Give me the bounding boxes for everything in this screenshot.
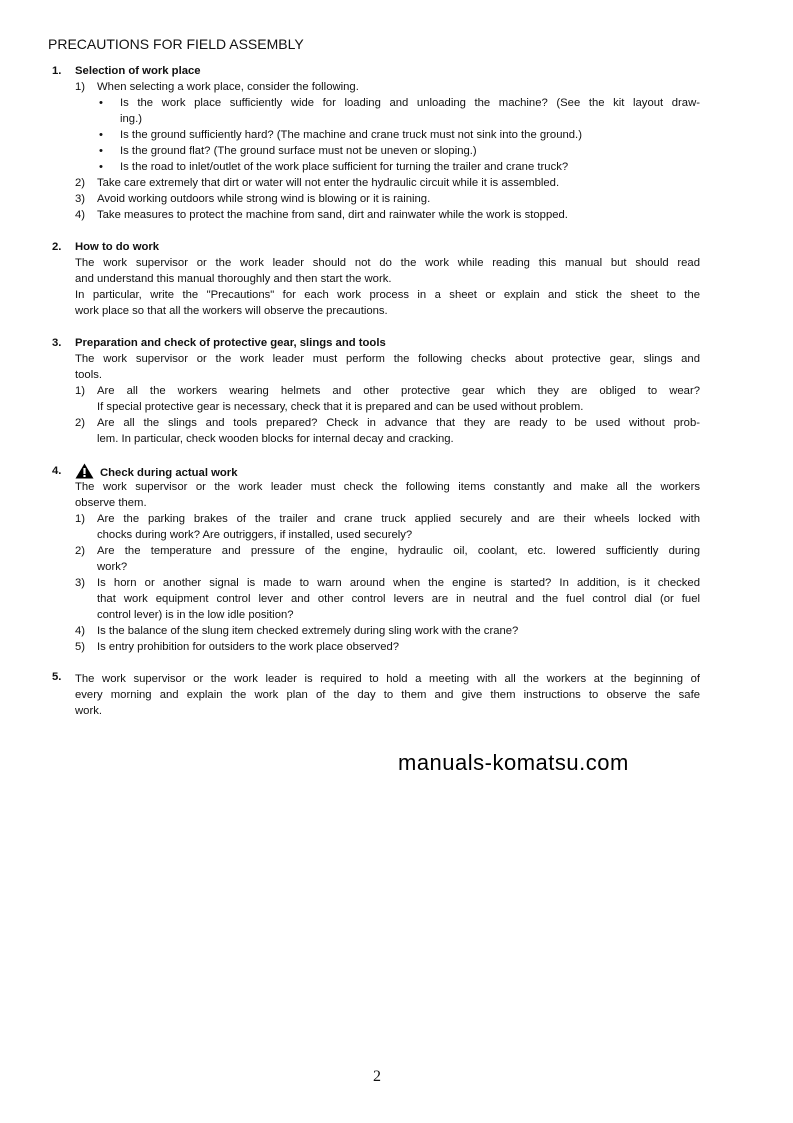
bullet-item [97, 143, 700, 159]
section-2 [52, 239, 700, 319]
bullet-text [120, 143, 700, 159]
bullet-icon: • [99, 97, 103, 109]
text-line: work. [75, 705, 102, 717]
text-line: ing.) [120, 113, 142, 125]
text-line: chocks during work? Are outriggers, if installed, used securely? [97, 529, 413, 541]
text-line: Are all the workers wearing helmets and other protective gear which they are obliged to wear? [97, 385, 700, 397]
item-number: 2) [75, 177, 86, 189]
text-line: observe them. [75, 497, 147, 509]
section-number: 4. [52, 465, 62, 477]
document-body [52, 63, 700, 735]
paragraph [52, 671, 700, 719]
item-number: 1) [75, 81, 86, 93]
item-text [97, 79, 700, 95]
list-item [75, 79, 700, 175]
section-4 [52, 463, 700, 655]
section-number: 2. [52, 241, 62, 253]
text-line: that work equipment control lever and other control levers are in neutral and the fuel control dial (or fuel [97, 593, 700, 605]
paragraph [52, 479, 700, 511]
item-text [97, 543, 700, 575]
text-line: Is the ground sufficiently hard? (The machine and crane truck must not sink into the ground.) [120, 129, 582, 141]
item-number: 4) [75, 625, 86, 637]
paragraph-text [75, 255, 700, 287]
section-number: 1. [52, 65, 62, 77]
text-line: Take measures to protect the machine from sand, dirt and rainwater while the work is stopped. [97, 209, 568, 221]
item-number: 3) [75, 193, 86, 205]
text-line: and understand this manual thoroughly and then start the work. [75, 273, 392, 285]
section-title: Preparation and check of protective gear, slings and tools [75, 337, 386, 349]
list-item [75, 415, 700, 447]
section-heading [52, 335, 700, 351]
list-item [75, 543, 700, 575]
text-line: Are all the slings and tools prepared? Check in advance that they are ready to be used without prob- [97, 417, 700, 429]
section-title: Check during actual work [100, 467, 238, 479]
bullet-item [97, 159, 700, 175]
section-title: Selection of work place [75, 65, 201, 77]
text-line: The work supervisor or the work leader should not do the work while reading this manual but should read [75, 257, 700, 269]
paragraph-text [75, 351, 700, 383]
item-number: 2) [75, 545, 86, 557]
item-text [97, 175, 700, 191]
section-title: How to do work [75, 241, 160, 253]
item-text [97, 575, 700, 623]
text-line: The work supervisor or the work leader is required to hold a meeting with all the workers at the beginning of [75, 673, 700, 685]
item-number: 1) [75, 385, 86, 397]
item-text [97, 623, 700, 639]
paragraph [52, 255, 700, 287]
text-line: Is horn or another signal is made to warn around when the engine is started? In addition, is it checked [97, 577, 700, 589]
text-line: The work supervisor or the work leader must check the following items constantly and make all the workers [75, 481, 700, 493]
section-heading [52, 63, 700, 79]
text-line: Is entry prohibition for outsiders to the work place observed? [97, 641, 400, 653]
text-line: Are the parking brakes of the trailer and crane truck applied securely and are their wheels locked with [97, 513, 700, 525]
list-item [75, 623, 700, 639]
text-line: work? [97, 561, 128, 573]
text-line: In particular, write the "Precautions" for each work process in a sheet or explain and stick the sheet to the [75, 289, 700, 301]
list-item [75, 575, 700, 623]
list-item [75, 511, 700, 543]
section-heading-text [75, 335, 700, 351]
item-text [97, 207, 700, 223]
bullet-icon: • [99, 129, 103, 141]
text-line: Is the ground flat? (The ground surface must not be uneven or sloping.) [120, 145, 477, 157]
item-text [97, 639, 700, 655]
paragraph [52, 287, 700, 319]
paragraph-text [75, 287, 700, 319]
section-heading [52, 463, 700, 479]
item-text [97, 383, 700, 415]
text-line: When selecting a work place, consider the following. [97, 81, 359, 93]
section-1 [52, 63, 700, 223]
text-line: lem. In particular, check wooden blocks for internal decay and cracking. [97, 433, 454, 445]
bullet-icon: • [99, 161, 103, 173]
paragraph-text [75, 479, 700, 511]
item-number: 2) [75, 417, 86, 429]
section-heading [52, 239, 700, 255]
list-item [75, 175, 700, 191]
text-line: Is the balance of the slung item checked extremely during sling work with the crane? [97, 625, 519, 637]
page-title: PRECAUTIONS FOR FIELD ASSEMBLY [48, 36, 304, 52]
bullet-text [120, 127, 700, 143]
section-5 [52, 671, 700, 719]
page-number: 2 [373, 1068, 381, 1085]
section-heading-text [75, 239, 700, 255]
text-line: work place so that all the workers will observe the precautions. [75, 305, 388, 317]
bullet-item [97, 127, 700, 143]
text-line: Is the road to inlet/outlet of the work place sufficient for turning the trailer and crane truck? [120, 161, 569, 173]
text-line: If special protective gear is necessary, check that it is prepared and can be used without problem. [97, 401, 584, 413]
item-number: 1) [75, 513, 86, 525]
bullet-icon: • [99, 145, 103, 157]
list-item [75, 207, 700, 223]
list-item [75, 383, 700, 415]
item-number: 3) [75, 577, 86, 589]
watermark: manuals-komatsu.com [398, 750, 629, 775]
section-3 [52, 335, 700, 447]
item-text [97, 415, 700, 447]
text-line: control lever) is in the low idle position? [97, 609, 294, 621]
paragraph-text [75, 671, 700, 719]
bullet-text [120, 159, 700, 175]
item-text [97, 511, 700, 543]
text-line: every morning and explain the work plan of the day to them and give them instructions to observe the safe [75, 689, 700, 701]
bullet-item [97, 95, 700, 127]
list-item [75, 639, 700, 655]
bullet-text [120, 95, 700, 127]
item-number: 4) [75, 209, 86, 221]
section-number: 5. [52, 671, 62, 683]
paragraph [52, 351, 700, 383]
text-line: Avoid working outdoors while strong wind is blowing or it is raining. [97, 193, 431, 205]
item-number: 5) [75, 641, 86, 653]
text-line: Are the temperature and pressure of the engine, hydraulic oil, coolant, etc. lowered sufficiently during [97, 545, 700, 557]
text-line: Take care extremely that dirt or water will not enter the hydraulic circuit while it is assembled. [97, 177, 560, 189]
section-number: 3. [52, 337, 62, 349]
text-line: The work supervisor or the work leader must perform the following checks about protective gear, slings and [75, 353, 700, 365]
section-heading-text [75, 63, 700, 79]
text-line: Is the work place sufficiently wide for loading and unloading the machine? (See the kit layout draw- [120, 97, 700, 109]
text-line: tools. [75, 369, 103, 381]
list-item [75, 191, 700, 207]
item-text [97, 191, 700, 207]
